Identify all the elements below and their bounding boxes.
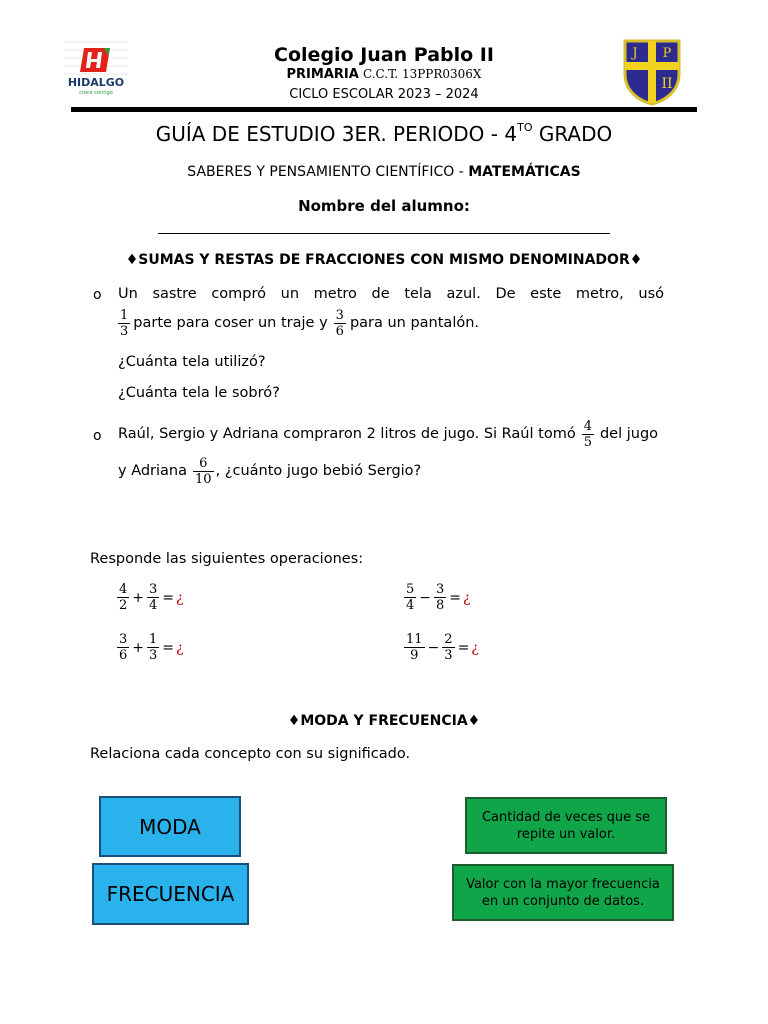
guide-title-end: GRADO — [532, 122, 613, 146]
subject-prefix: SABERES Y PENSAMIENTO CIENTÍFICO - — [187, 164, 469, 180]
student-name-label: Nombre del alumno: — [298, 197, 470, 215]
fraction: $\frac{3}{8}$ — [436, 582, 445, 613]
problem1-mid-text: parte para coser un traje y — [133, 315, 328, 331]
answer-placeholder: ¿ — [463, 589, 471, 606]
section-heading-fractions: ♦SUMAS Y RESTAS DE FRACCIONES CON MISMO DENOMINADOR♦ — [125, 252, 643, 268]
problem2-line2-end: , ¿cuánto jugo bebió Sergio? — [215, 463, 422, 479]
operation-1 — [115, 582, 184, 613]
concept-card-moda[interactable] — [99, 796, 241, 857]
operator: + — [132, 589, 145, 606]
school-shield-logo — [622, 38, 682, 106]
problem2-line2 — [118, 453, 421, 489]
operator: − — [427, 639, 440, 656]
guide-title-superscript: TO — [517, 121, 533, 134]
shield-letter-ii: II — [661, 76, 673, 92]
concept-card-frecuencia[interactable] — [92, 863, 249, 925]
school-cycle: CICLO ESCOLAR 2023 – 2024 — [289, 87, 479, 102]
problem2-line2-start: y Adriana — [118, 463, 188, 479]
equals-sign: = — [457, 639, 470, 656]
operation-4 — [402, 632, 479, 663]
problem1-question2: ¿Cuánta tela le sobró? — [118, 385, 280, 401]
school-name: Colegio Juan Pablo II — [274, 44, 494, 66]
fraction: $\frac{3}{6}$ — [335, 307, 344, 339]
bullet-marker: o — [93, 287, 102, 303]
hidalgo-logo-text: HIDALGO — [67, 76, 125, 89]
operation-3 — [115, 632, 184, 663]
meaning-card-2[interactable] — [452, 864, 674, 921]
school-level-line — [180, 67, 588, 82]
meaning-text: Valor con la mayor frecuencia en un conjunto de datos. — [466, 876, 660, 909]
answer-placeholder: ¿ — [176, 589, 184, 606]
guide-title — [0, 122, 768, 146]
fraction: $\frac{5}{4}$ — [406, 582, 415, 613]
operations-prompt: Responde las siguientes operaciones: — [90, 551, 364, 567]
meaning-text: Cantidad de veces que se repite un valor. — [481, 809, 651, 842]
answer-placeholder: ¿ — [471, 639, 479, 656]
fraction: $\frac{3}{4}$ — [149, 582, 158, 613]
hidalgo-logo — [62, 40, 130, 104]
shield-letter-p: P — [662, 46, 672, 61]
bullet-marker: o — [93, 428, 102, 444]
equals-sign: = — [162, 639, 175, 656]
problem2-line1-text: Raúl, Sergio y Adriana compraron 2 litros de jugo. Si Raúl tomó — [118, 426, 576, 442]
concept-label: FRECUENCIA — [106, 882, 235, 906]
subject-line — [0, 164, 768, 180]
fraction: $\frac{11}{9}$ — [406, 632, 423, 663]
problem1-question1: ¿Cuánta tela utilizó? — [118, 354, 266, 370]
student-name-field[interactable] — [158, 233, 610, 234]
problem2-line1-end: del jugo — [599, 426, 659, 442]
operator: + — [132, 639, 145, 656]
fraction: $\frac{4}{5}$ — [583, 418, 592, 450]
section-heading-mode: ♦MODA Y FRECUENCIA♦ — [287, 713, 481, 729]
school-level: PRIMARIA — [286, 67, 359, 82]
problem1-line2 — [116, 306, 479, 340]
subject-name: MATEMÁTICAS — [468, 164, 581, 180]
operator: − — [419, 589, 432, 606]
fraction: $\frac{1}{3}$ — [120, 307, 129, 339]
problem1-line1: Un sastre compró un metro de tela azul. De este metro, usó — [118, 286, 664, 302]
school-cct: C.C.T. 13PPR0306X — [362, 67, 482, 81]
fraction: $\frac{1}{3}$ — [149, 632, 158, 663]
fraction: $\frac{2}{3}$ — [444, 632, 453, 663]
equals-sign: = — [162, 589, 175, 606]
fraction: $\frac{3}{6}$ — [119, 632, 128, 663]
shield-letter-j: J — [632, 46, 638, 61]
matching-instruction: Relaciona cada concepto con su significado. — [90, 746, 411, 762]
header-divider — [71, 107, 697, 112]
hidalgo-logo-subtext: crece contigo — [79, 90, 113, 96]
operation-2 — [402, 582, 471, 613]
equals-sign: = — [449, 589, 462, 606]
guide-title-main: GUÍA DE ESTUDIO 3ER. PERIODO - 4 — [155, 122, 518, 146]
concept-label: MODA — [139, 814, 201, 839]
meaning-card-1[interactable] — [465, 797, 667, 854]
answer-placeholder: ¿ — [176, 639, 184, 656]
fraction: $\frac{4}{2}$ — [119, 582, 128, 613]
problem2-line1 — [118, 416, 658, 452]
fraction: $\frac{6}{10}$ — [195, 455, 212, 487]
problem1-end-text: para un pantalón. — [349, 315, 480, 331]
